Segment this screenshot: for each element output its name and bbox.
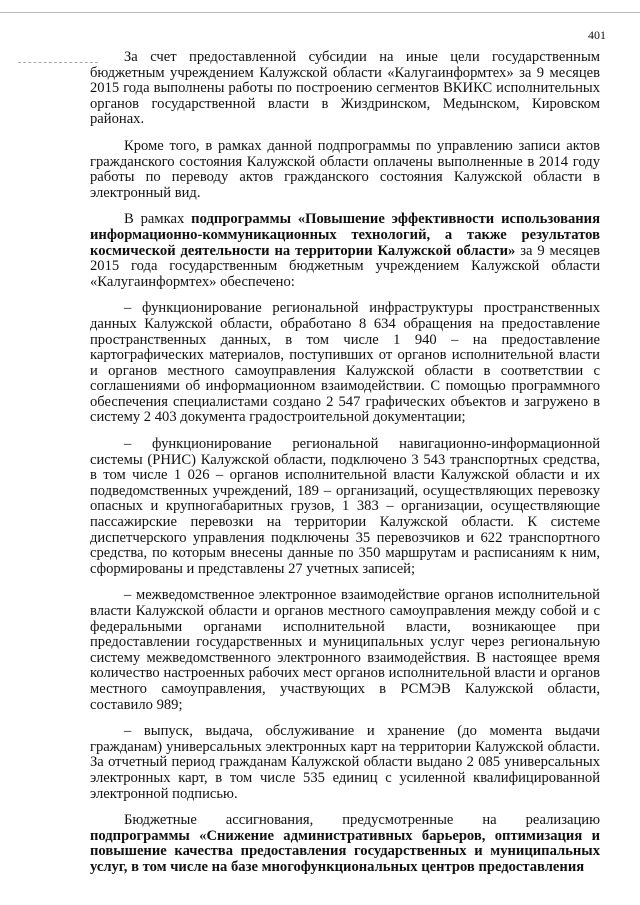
document-body (90, 50, 600, 876)
paragraph-lead: В рамках (124, 211, 192, 228)
paragraph-ict-subprogram (90, 212, 600, 290)
subprogram-title: подпрограммы «Снижение административных барьеров, оптимизация и повышение качества предоставления государственных и муниципальных услуг, в том числе на базе многофункциональных центров предоставления (90, 827, 600, 875)
scan-artifact-line (18, 62, 98, 63)
paragraph-tail: за 9 месяцев 2015 года государственным бюджетным учреждением Калужской области «Калугаинформтех» обеспечено: (90, 242, 600, 290)
paragraph-spatial-data: – функционирование региональной инфраструктуры пространственных данных Калужской области, обработано 8 634 обращения на предоставление пространственных данных, в том числе 1 940 – на предоставление картографических материалов, поступивших от органов исполнительной власти и органов местного самоуправления Калужской области в соответствии с соглашениями об информационном взаимодействии. С помощью программного обеспечения специалистами создано 2 547 графических объектов и загружено в систему 2 403 документа градостроительной документации; (90, 300, 600, 426)
subprogram-title: подпрограммы «Повышение эффективности использования информационно-коммуникационных технологий, а также результатов космической деятельности на территории Калужской области» (90, 211, 600, 259)
page-number: 401 (588, 28, 606, 42)
paragraph-civil-registry: Кроме того, в рамках данной подпрограммы по управлению записи актов гражданского состояния Калужской области оплачены выполненные в 2014 году работы по переводу актов гражданского состояния Калужской области в электронный вид. (90, 137, 600, 201)
paragraph-electronic-cards: – выпуск, выдача, обслуживание и хранение (до момента выдачи гражданам) универсальных электронных карт на территории Калужской области. За отчетный период гражданам Калужской области выдано 2 085 универсальных электронных карт, в том числе 535 единиц с усиленной квалифицированной электронной подписью. (90, 723, 600, 802)
paragraph-subsidy: За счет предоставленной субсидии на иные цели государственным бюджетным учреждением Калужской области «Калугаинформтех» за 9 месяцев 2015 года выполнены работы по построению сегментов ВКИКС исполнительных органов государственной власти в Жиздринском, Медынском, Кировском районах. (90, 49, 600, 128)
paragraph-lead: Бюджетные ассигнования, предусмотренные на реализацию (124, 812, 600, 829)
paragraph-interagency: – межведомственное электронное взаимодействие органов исполнительной власти Калужской области и органов местного самоуправления между собой и с федеральными органами исполнительной власти, возникающее при предоставлении государственных и муниципальных услуг через региональную систему межведомственного электронного взаимодействия. В настоящее время количество настроенных рабочих мест органов исполнительной власти и органов местного самоуправления, участвующих в РСМЭВ Калужской области, составило 989; (90, 587, 600, 713)
scan-top-edge (0, 12, 640, 13)
paragraph-budget-allocations (90, 813, 600, 875)
paragraph-rnis: – функционирование региональной навигационно-информационной системы (РНИС) Калужской области, подключено 3 543 транспортных средства, в том числе 1 026 – органов исполнительной власти Калужской области и их подведомственных учреждений, 189 – организаций, осуществляющих перевозку опасных и крупногабаритных грузов, 1 383 – организации, осуществляющие пассажирские перевозки на территории Калужской области. К системе диспетчерского управления подключены 35 перевозчиков и 622 транспортного средства, по которым внесены данные по 350 маршрутам и расписаниям к ним, сформированы и представлены 27 учетных записей; (90, 436, 600, 577)
